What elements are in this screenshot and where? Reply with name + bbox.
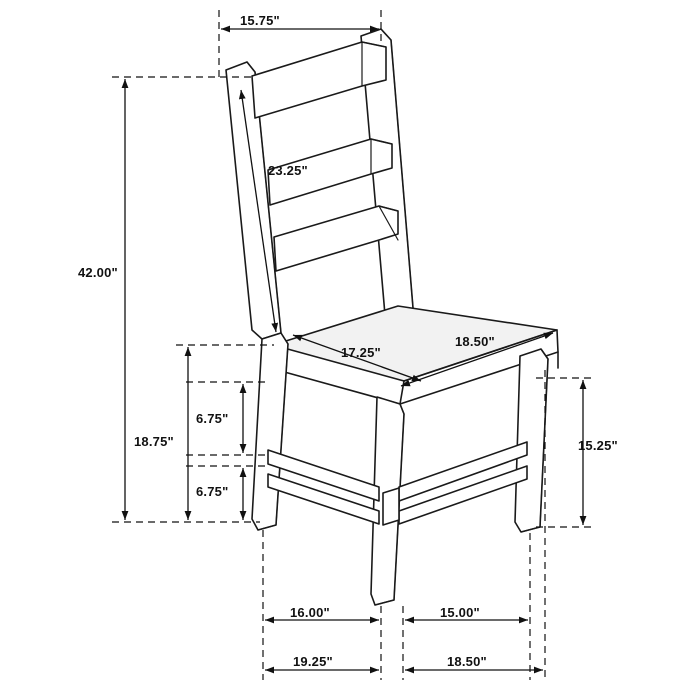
dimension-label-lower-stretcher: 6.75" [196,484,229,499]
dimension-label-back-height: 23.25" [268,163,308,178]
dimension-label-top-width: 15.75" [240,13,280,28]
back-slat-lower [274,206,398,271]
front-right-leg [515,349,548,532]
dimension-label-seat-height: 18.75" [134,434,174,449]
dimension-label-base-depth: 16.00" [290,605,330,620]
dimension-label-side-height: 15.25" [578,438,618,453]
dimension-label-upper-stretcher: 6.75" [196,411,229,426]
center-stretcher-brace [383,488,399,525]
dimension-label-seat-width: 18.50" [455,334,495,349]
rear-left-leg [252,333,288,530]
dimension-label-seat-depth: 17.25" [341,345,381,360]
dimension-label-overall-width: 18.50" [447,654,487,669]
dimension-label-overall-height: 42.00" [78,265,118,280]
dimension-label-base-width: 15.00" [440,605,480,620]
back-top-rail [252,42,386,118]
dimension-label-overall-depth: 19.25" [293,654,333,669]
front-stretcher [399,442,527,524]
seat-panel [270,306,558,404]
chair-illustration [226,29,558,605]
side-stretcher-left [268,450,379,524]
